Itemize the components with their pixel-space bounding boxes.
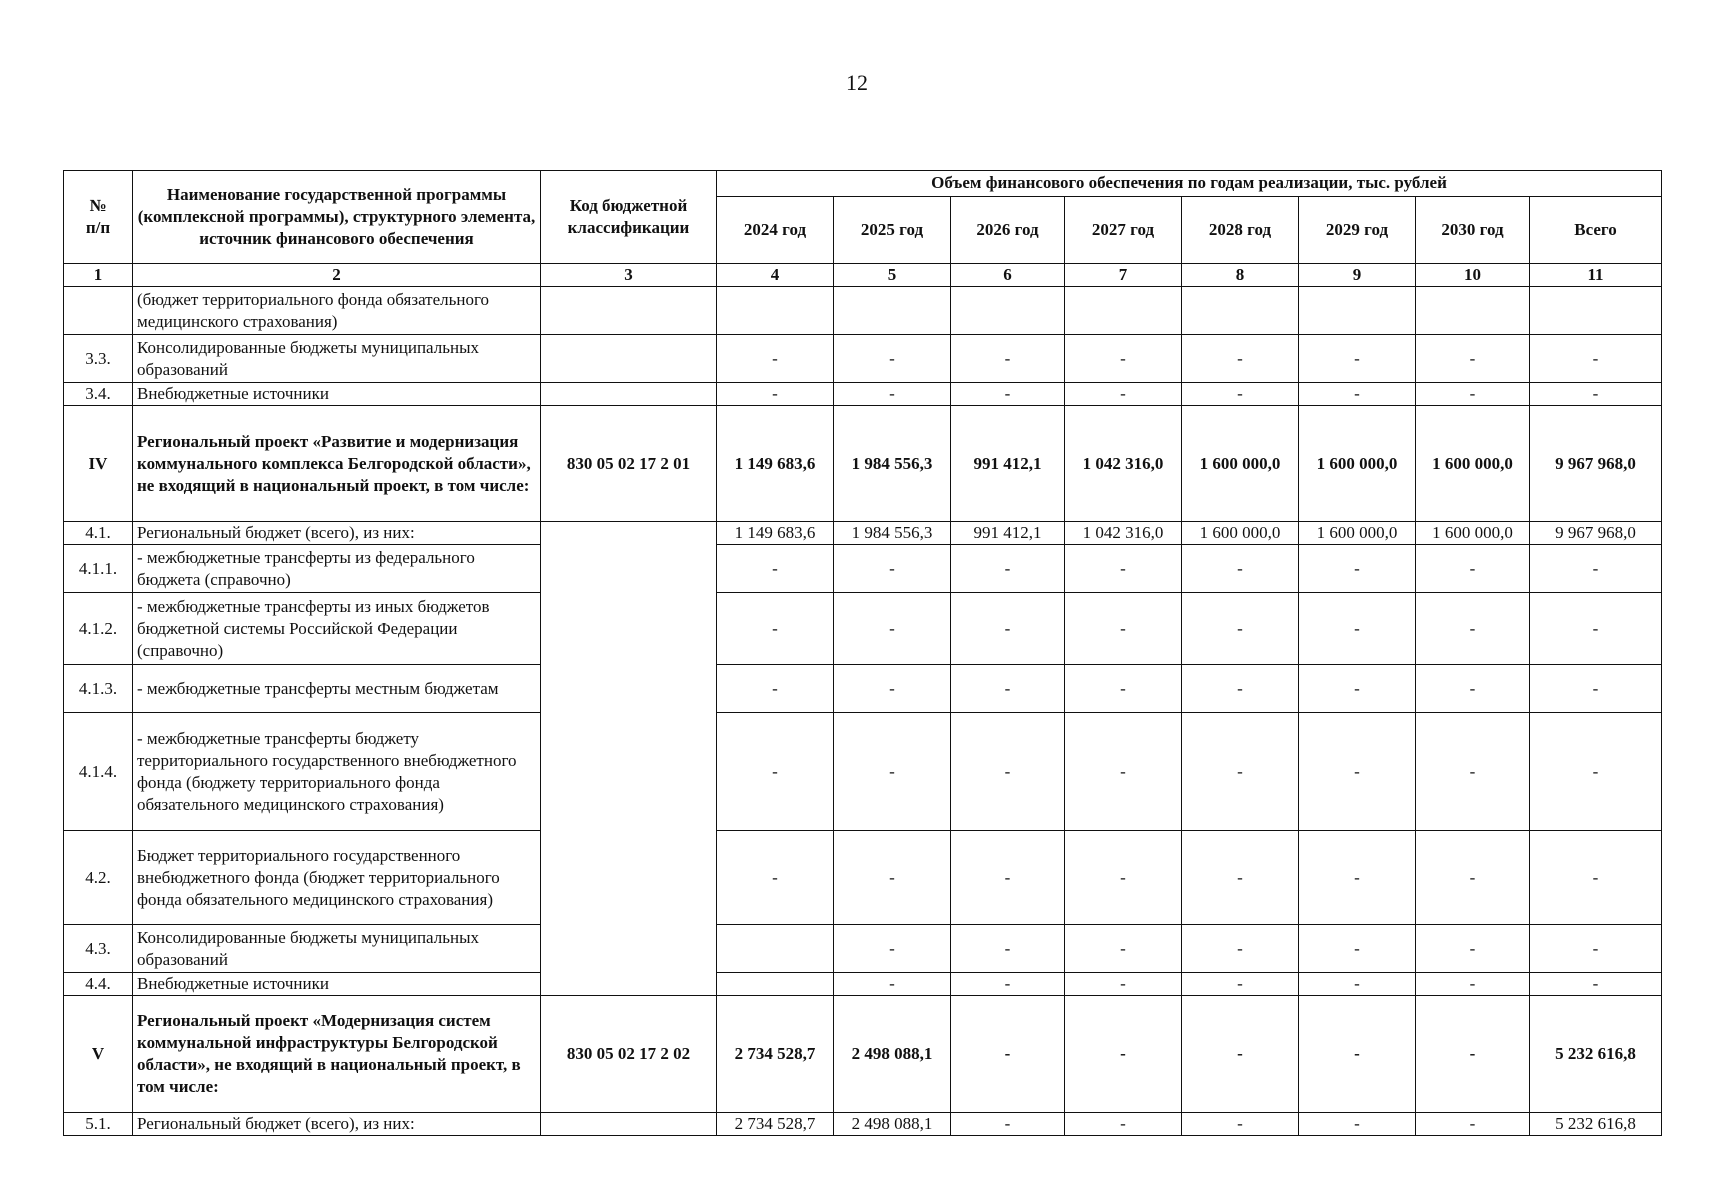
table-row xyxy=(64,831,1662,925)
row-value-total xyxy=(1530,287,1662,335)
row-value-year: - xyxy=(951,973,1065,996)
row-value-year: - xyxy=(834,383,951,406)
row-value-year: - xyxy=(1065,593,1182,665)
row-value-year: - xyxy=(1416,996,1530,1113)
table-row xyxy=(64,545,1662,593)
row-number: IV xyxy=(64,406,133,522)
column-number: 7 xyxy=(1065,264,1182,287)
row-value-year: - xyxy=(1299,925,1416,973)
row-value-year xyxy=(717,287,834,335)
row-value-year: 1 984 556,3 xyxy=(834,406,951,522)
header-year: 2029 год xyxy=(1299,197,1416,264)
column-number: 9 xyxy=(1299,264,1416,287)
row-value-year: 2 498 088,1 xyxy=(834,996,951,1113)
row-value-year: 1 600 000,0 xyxy=(1182,522,1299,545)
row-value-year: - xyxy=(1065,831,1182,925)
row-value-year: - xyxy=(1182,1113,1299,1136)
row-value-year: - xyxy=(1182,996,1299,1113)
row-value-year: 1 600 000,0 xyxy=(1182,406,1299,522)
row-value-year: - xyxy=(717,335,834,383)
row-value-year: - xyxy=(1182,831,1299,925)
table-row xyxy=(64,1113,1662,1136)
row-value-year: - xyxy=(1416,335,1530,383)
row-name: - межбюджетные трансферты бюджету территориального государственного внебюджетного фонда (бюджету территориального фонда обязательного медицинского страхования) xyxy=(133,713,541,831)
row-name: Региональный проект «Развитие и модернизация коммунального комплекса Белгородской области», не входящий в национальный проект, в том числе: xyxy=(133,406,541,522)
row-value-year: 1 149 683,6 xyxy=(717,406,834,522)
row-value-year: - xyxy=(1416,545,1530,593)
row-value-year: 1 600 000,0 xyxy=(1299,522,1416,545)
row-number: 4.1. xyxy=(64,522,133,545)
row-number: 5.1. xyxy=(64,1113,133,1136)
row-value-year: - xyxy=(834,973,951,996)
column-number: 10 xyxy=(1416,264,1530,287)
row-value-year: - xyxy=(1416,925,1530,973)
row-number: 4.1.3. xyxy=(64,665,133,713)
page-number: 12 xyxy=(846,70,868,95)
row-value-year: - xyxy=(1416,383,1530,406)
row-value-year: - xyxy=(1299,996,1416,1113)
row-number: 3.4. xyxy=(64,383,133,406)
row-value-year: 2 734 528,7 xyxy=(717,1113,834,1136)
row-value-year: - xyxy=(951,383,1065,406)
row-value-year: 1 042 316,0 xyxy=(1065,406,1182,522)
row-value-year: - xyxy=(1182,925,1299,973)
header-total: Всего xyxy=(1530,197,1662,264)
table-row xyxy=(64,593,1662,665)
row-value-year: - xyxy=(1299,713,1416,831)
row-value-year: - xyxy=(951,925,1065,973)
row-value-year: - xyxy=(834,335,951,383)
row-value-year: - xyxy=(1182,973,1299,996)
row-value-year: - xyxy=(834,593,951,665)
row-number: 4.1.1. xyxy=(64,545,133,593)
row-value-year: - xyxy=(1065,545,1182,593)
column-number: 4 xyxy=(717,264,834,287)
row-value-year: - xyxy=(951,593,1065,665)
row-value-year: - xyxy=(1065,996,1182,1113)
header-year: 2028 год xyxy=(1182,197,1299,264)
row-value-year xyxy=(834,287,951,335)
row-value-year: - xyxy=(834,545,951,593)
row-value-year: 1 600 000,0 xyxy=(1416,406,1530,522)
row-value-year: - xyxy=(717,831,834,925)
row-value-year: - xyxy=(1182,665,1299,713)
row-budget-code xyxy=(717,925,834,973)
row-value-year: 1 600 000,0 xyxy=(1299,406,1416,522)
row-value-year: - xyxy=(1065,973,1182,996)
row-number: 4.4. xyxy=(64,973,133,996)
header-year: 2027 год xyxy=(1065,197,1182,264)
row-number xyxy=(64,287,133,335)
row-name: - межбюджетные трансферты местным бюджетам xyxy=(133,665,541,713)
row-value-year xyxy=(1182,287,1299,335)
column-number: 3 xyxy=(541,264,717,287)
row-value-year: - xyxy=(1416,1113,1530,1136)
row-value-year: - xyxy=(1182,545,1299,593)
row-name: - межбюджетные трансферты из иных бюджетов бюджетной системы Российской Федерации (справочно) xyxy=(133,593,541,665)
row-value-total: 9 967 968,0 xyxy=(1530,406,1662,522)
row-value-year: - xyxy=(1299,545,1416,593)
header-num: № п/п xyxy=(64,171,133,264)
row-value-year: - xyxy=(951,665,1065,713)
row-name: (бюджет территориального фонда обязательного медицинского страхования) xyxy=(133,287,541,335)
row-name: Внебюджетные источники xyxy=(133,383,541,406)
row-budget-code xyxy=(541,1113,717,1136)
row-value-year: - xyxy=(1299,593,1416,665)
row-value-total: - xyxy=(1530,831,1662,925)
table-row xyxy=(64,973,1662,996)
row-name: Региональный бюджет (всего), из них: xyxy=(133,522,541,545)
table-row xyxy=(64,925,1662,973)
table-row xyxy=(64,665,1662,713)
row-value-year: - xyxy=(1299,665,1416,713)
column-number: 8 xyxy=(1182,264,1299,287)
row-value-year: - xyxy=(1182,383,1299,406)
row-name: - межбюджетные трансферты из федерального бюджета (справочно) xyxy=(133,545,541,593)
row-value-year: - xyxy=(951,1113,1065,1136)
row-value-year: - xyxy=(1416,593,1530,665)
row-value-year: - xyxy=(1299,973,1416,996)
row-value-year: - xyxy=(1065,925,1182,973)
row-value-year: 1 600 000,0 xyxy=(1416,522,1530,545)
row-value-total: 5 232 616,8 xyxy=(1530,996,1662,1113)
row-value-year: - xyxy=(834,925,951,973)
row-number: 3.3. xyxy=(64,335,133,383)
header-code: Код бюджетной классификации xyxy=(541,171,717,264)
row-value-year: 1 984 556,3 xyxy=(834,522,951,545)
row-name: Бюджет территориального государственного внебюджетного фонда (бюджет территориального фонда обязательного медицинского страхования) xyxy=(133,831,541,925)
row-value-year: 1 042 316,0 xyxy=(1065,522,1182,545)
row-value-year xyxy=(1416,287,1530,335)
row-value-year: - xyxy=(951,335,1065,383)
header-year: 2030 год xyxy=(1416,197,1530,264)
row-value-year: - xyxy=(1416,665,1530,713)
row-value-year: 991 412,1 xyxy=(951,406,1065,522)
row-value-year: - xyxy=(951,713,1065,831)
row-value-year: 991 412,1 xyxy=(951,522,1065,545)
row-value-year: - xyxy=(1182,593,1299,665)
table-row xyxy=(64,383,1662,406)
row-value-year xyxy=(1299,287,1416,335)
row-value-year: - xyxy=(1530,973,1662,996)
row-budget-code xyxy=(541,287,717,335)
table-row xyxy=(64,713,1662,831)
row-value-year: - xyxy=(1182,713,1299,831)
row-value-year: - xyxy=(1299,383,1416,406)
row-name: Региональный бюджет (всего), из них: xyxy=(133,1113,541,1136)
row-value-total: - xyxy=(1530,713,1662,831)
row-value-total: - xyxy=(1530,383,1662,406)
row-value-year: 1 149 683,6 xyxy=(717,522,834,545)
row-number: 4.1.4. xyxy=(64,713,133,831)
column-number: 2 xyxy=(133,264,541,287)
header-volume: Объем финансового обеспечения по годам реализации, тыс. рублей xyxy=(717,171,1662,197)
row-value-year: - xyxy=(717,665,834,713)
row-value-year: - xyxy=(1065,383,1182,406)
row-value-year: - xyxy=(1299,1113,1416,1136)
row-value-year: - xyxy=(1065,1113,1182,1136)
row-value-year: - xyxy=(834,831,951,925)
row-value-year: - xyxy=(1065,713,1182,831)
column-number: 5 xyxy=(834,264,951,287)
row-name: Внебюджетные источники xyxy=(133,973,541,996)
row-value-total: - xyxy=(1530,335,1662,383)
row-name: Региональный проект «Модернизация систем коммунальной инфраструктуры Белгородской области», не входящий в национальный проект, в том числе: xyxy=(133,996,541,1113)
table-row xyxy=(64,335,1662,383)
row-value-year: - xyxy=(717,713,834,831)
table-row xyxy=(64,406,1662,522)
row-value-year: - xyxy=(1299,335,1416,383)
row-value-total: 5 232 616,8 xyxy=(1530,1113,1662,1136)
column-number: 1 xyxy=(64,264,133,287)
row-budget-code xyxy=(541,383,717,406)
row-value-year: - xyxy=(1416,973,1530,996)
financing-table xyxy=(63,170,1662,1136)
row-value-year: - xyxy=(1182,335,1299,383)
row-name: Консолидированные бюджеты муниципальных образований xyxy=(133,335,541,383)
row-value-year: - xyxy=(717,383,834,406)
row-value-total: - xyxy=(1530,545,1662,593)
row-budget-code xyxy=(717,973,834,996)
row-value-year: - xyxy=(834,713,951,831)
row-budget-code: 830 05 02 17 2 01 xyxy=(541,406,717,522)
row-value-total: - xyxy=(1530,593,1662,665)
row-value-year: - xyxy=(1065,335,1182,383)
row-budget-code: 830 05 02 17 2 02 xyxy=(541,996,717,1113)
row-name: Консолидированные бюджеты муниципальных образований xyxy=(133,925,541,973)
row-value-year: - xyxy=(1530,925,1662,973)
column-numbers-row xyxy=(64,264,1662,287)
row-budget-code xyxy=(541,335,717,383)
row-budget-code xyxy=(541,522,717,996)
row-number: 4.1.2. xyxy=(64,593,133,665)
row-value-year: - xyxy=(834,665,951,713)
table-row xyxy=(64,522,1662,545)
table-row xyxy=(64,287,1662,335)
row-number: 4.2. xyxy=(64,831,133,925)
row-value-year xyxy=(1065,287,1182,335)
row-value-year: - xyxy=(1065,665,1182,713)
header-name: Наименование государственной программы (комплексной программы), структурного элемента, источник финансового обеспечения xyxy=(133,171,541,264)
header-year: 2026 год xyxy=(951,197,1065,264)
row-value-year: - xyxy=(1416,831,1530,925)
row-number: V xyxy=(64,996,133,1113)
header-year: 2025 год xyxy=(834,197,951,264)
row-value-year: - xyxy=(951,545,1065,593)
header-year: 2024 год xyxy=(717,197,834,264)
row-value-year: - xyxy=(951,996,1065,1113)
column-number: 11 xyxy=(1530,264,1662,287)
row-value-year: - xyxy=(717,593,834,665)
row-value-year: - xyxy=(717,545,834,593)
row-number: 4.3. xyxy=(64,925,133,973)
row-value-total: - xyxy=(1530,665,1662,713)
row-value-year: 2 734 528,7 xyxy=(717,996,834,1113)
row-value-total: 9 967 968,0 xyxy=(1530,522,1662,545)
table-row xyxy=(64,996,1662,1113)
row-value-year: 2 498 088,1 xyxy=(834,1113,951,1136)
row-value-year xyxy=(951,287,1065,335)
column-number: 6 xyxy=(951,264,1065,287)
row-value-year: - xyxy=(1299,831,1416,925)
row-value-year: - xyxy=(1416,713,1530,831)
row-value-year: - xyxy=(951,831,1065,925)
